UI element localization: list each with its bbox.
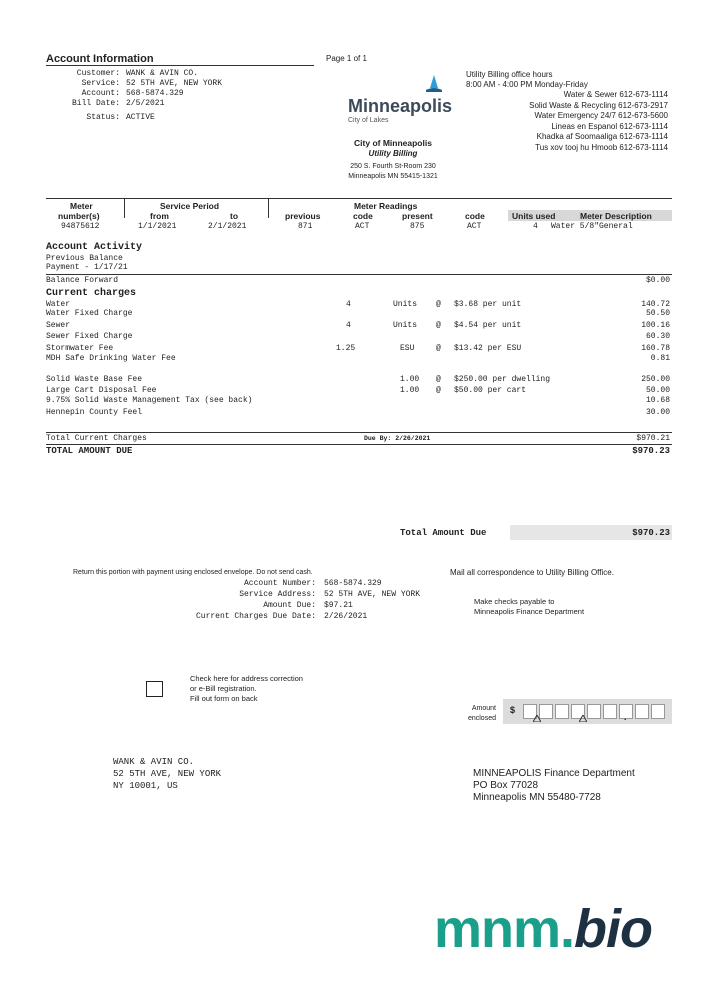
info-row-status: Status: ACTIVE — [86, 113, 155, 122]
meter-col-description: Meter Description — [580, 211, 652, 221]
total-due-label: TOTAL AMOUNT DUE — [46, 446, 133, 456]
office-phone-line: Lineas en Espanol 612-673-1114 — [551, 121, 668, 131]
office-hours-title: Utility Billing office hours — [466, 70, 553, 79]
meter-code: ACT — [467, 222, 482, 231]
amount-digit-boxes[interactable] — [523, 704, 667, 724]
stub-checks-payable-dept: Minneapolis Finance Department — [474, 607, 585, 616]
office-phone-line: Water & Sewer 612-673-1114 — [563, 90, 668, 99]
customer-address — [113, 756, 221, 792]
minneapolis-logo-icon — [424, 74, 444, 96]
meter-from: 1/1/2021 — [138, 222, 177, 231]
divider — [46, 198, 672, 199]
meter-col-units-used: Units used — [512, 211, 556, 221]
charges-title: Current charges — [46, 288, 137, 299]
meter-col-number: number(s) — [58, 211, 100, 221]
charge-row: Sewer Fixed Charge 60.30 — [46, 332, 670, 341]
activity-payment: Payment - 1/17/21 — [46, 263, 128, 272]
info-row-service: Service: 52 5TH AVE, NEW YORK — [81, 79, 223, 88]
meter-col-present: present — [402, 211, 433, 221]
amount-digit-box[interactable] — [587, 704, 601, 719]
check-note-line: Fill out form on back — [190, 694, 258, 703]
stub-mail-note: Mail all correspondence to Utility Billing Office. — [450, 568, 614, 577]
meter-present: 875 — [410, 222, 425, 231]
activity-title: Account Activity — [46, 242, 143, 253]
charge-row: Solid Waste Base Fee 1.00 @ $250.00 per dwelling 250.00 — [46, 375, 670, 384]
remit-address-line: PO Box 77028 — [473, 780, 539, 791]
meter-units-used: 4 — [533, 222, 538, 231]
stub-info-block — [120, 579, 460, 623]
meter-description: Water 5/8"General — [551, 222, 633, 231]
customer-address-line: WANK & AVIN CO. — [113, 757, 195, 767]
office-phone-list — [470, 90, 668, 153]
stub-row-amount-due: Amount Due: $97.21 — [263, 601, 353, 610]
city-address-1: 250 S. Fourth St-Room 230 — [350, 163, 436, 170]
amount-enclosed-field[interactable] — [503, 699, 672, 724]
city-name: City of Minneapolis — [354, 138, 432, 148]
total-current-amount: $970.21 — [636, 434, 670, 443]
meter-col-previous: previous — [285, 211, 321, 221]
meter-to: 2/1/2021 — [208, 222, 247, 231]
stub-total-label: Total Amount Due — [400, 528, 487, 538]
charge-row: 9.75% Solid Waste Management Tax (see back) 10.68 — [46, 396, 670, 405]
meter-col-code: code — [353, 211, 373, 221]
info-row-bill-date: Bill Date: 2/5/2021 — [71, 99, 165, 108]
office-hours-time: 8:00 AM - 4:00 PM Monday-Friday — [466, 80, 588, 89]
amount-digit-box[interactable] — [603, 704, 617, 719]
customer-address-line: NY 10001, US — [113, 781, 178, 791]
check-note-line: Check here for address correction — [190, 674, 303, 683]
divider — [46, 65, 314, 66]
charge-row: Water 4 Units @ $3.68 per unit 140.72 — [46, 300, 670, 309]
due-by: Due By: 2/26/2021 — [364, 435, 431, 442]
divider — [268, 199, 269, 218]
check-note — [190, 674, 303, 704]
meter-group-service: Service Period — [160, 201, 220, 211]
watermark-part-1: mnm. — [434, 899, 575, 959]
city-address-2: Minneapolis MN 55415-1321 — [348, 173, 438, 180]
charge-row: Sewer 4 Units @ $4.54 per unit 100.16 — [46, 321, 670, 330]
comma-marker-icon — [579, 715, 587, 722]
stub-total-amount: $970.23 — [632, 528, 670, 538]
stub-row-account: Account Number: 568-5874.329 — [243, 579, 382, 588]
charge-row: Stormwater Fee 1.25 ESU @ $13.42 per ESU 160.78 — [46, 344, 670, 353]
stub-checks-payable: Make checks payable to — [474, 597, 555, 606]
divider — [46, 444, 672, 445]
meter-group-readings: Meter Readings — [354, 201, 418, 211]
meter-group-meter: Meter — [70, 201, 93, 211]
remit-address-line: Minneapolis MN 55480-7728 — [473, 792, 601, 803]
decimal-point-icon: . — [624, 712, 627, 722]
meter-col-code: code — [465, 211, 485, 221]
customer-address-line: 52 5TH AVE, NEW YORK — [113, 769, 222, 779]
info-row-account: Account: 568-5874.329 — [81, 89, 184, 98]
total-due-amount: $970.23 — [632, 446, 670, 456]
stub-row-service: Service Address: 52 5TH AVE, NEW YORK — [239, 590, 421, 599]
info-row-customer: Customer: WANK & AVIN CO. — [76, 69, 199, 78]
activity-balance-forward: Balance Forward — [46, 276, 119, 285]
stub-row-due-date: Current Charges Due Date: 2/26/2021 — [195, 612, 368, 621]
remit-address — [473, 768, 635, 804]
divider — [46, 432, 672, 433]
charge-row: MDH Safe Drinking Water Fee 0.81 — [46, 354, 670, 363]
charge-row: Hennepin County Feel 30.00 — [46, 408, 670, 417]
amount-enclosed-label: Amount enclosed — [467, 705, 496, 722]
dollar-sign: $ — [510, 705, 516, 715]
office-phone-line: Water Emergency 24/7 612-673-5600 — [534, 111, 668, 120]
meter-col-from: from — [150, 211, 169, 221]
divider — [124, 199, 125, 218]
divider — [46, 274, 672, 275]
charge-row: Water Fixed Charge 50.50 — [46, 309, 670, 318]
amount-digit-box[interactable] — [651, 704, 665, 719]
meter-code: ACT — [355, 222, 370, 231]
office-phone-line: Solid Waste & Recycling 612-673-2917 — [529, 100, 668, 110]
account-info-block — [30, 69, 320, 123]
office-phone-line: Tus xov tooj hu Hmoob 612-673-1114 — [535, 142, 668, 152]
meter-col-to: to — [230, 211, 239, 221]
account-info-title: Account Information — [46, 53, 154, 65]
amount-digit-box[interactable] — [555, 704, 569, 719]
office-phone-line: Khadka af Soomaaliga 612-673-1114 — [536, 132, 668, 141]
watermark-part-2: bio — [574, 899, 653, 959]
city-dept: Utility Billing — [368, 149, 418, 158]
amount-digit-box[interactable] — [635, 704, 649, 719]
city-logo-sub: City of Lakes — [348, 117, 389, 124]
activity-previous-balance: Previous Balance — [46, 254, 123, 263]
total-current-label: Total Current Charges — [46, 434, 147, 443]
meter-number: 94875612 — [61, 222, 100, 231]
watermark-logo — [434, 898, 652, 960]
meter-previous: 871 — [298, 222, 313, 231]
activity-balance-forward-amount: $0.00 — [645, 276, 670, 285]
amount-digit-box[interactable] — [539, 704, 553, 719]
stub-return-note: Return this portion with payment using enclosed envelope. Do not send cash. — [73, 569, 313, 576]
check-note-line: or e-Bill registration. — [190, 684, 257, 693]
comma-marker-icon — [533, 715, 541, 722]
address-correction-checkbox[interactable] — [146, 681, 163, 697]
charge-row: Large Cart Disposal Fee 1.00 @ $50.00 per cart 50.00 — [46, 386, 670, 395]
remit-address-line: MINNEAPOLIS Finance Department — [473, 768, 635, 779]
city-logo-name: Minneapolis — [348, 96, 453, 116]
page-label: Page 1 of 1 — [326, 54, 367, 63]
